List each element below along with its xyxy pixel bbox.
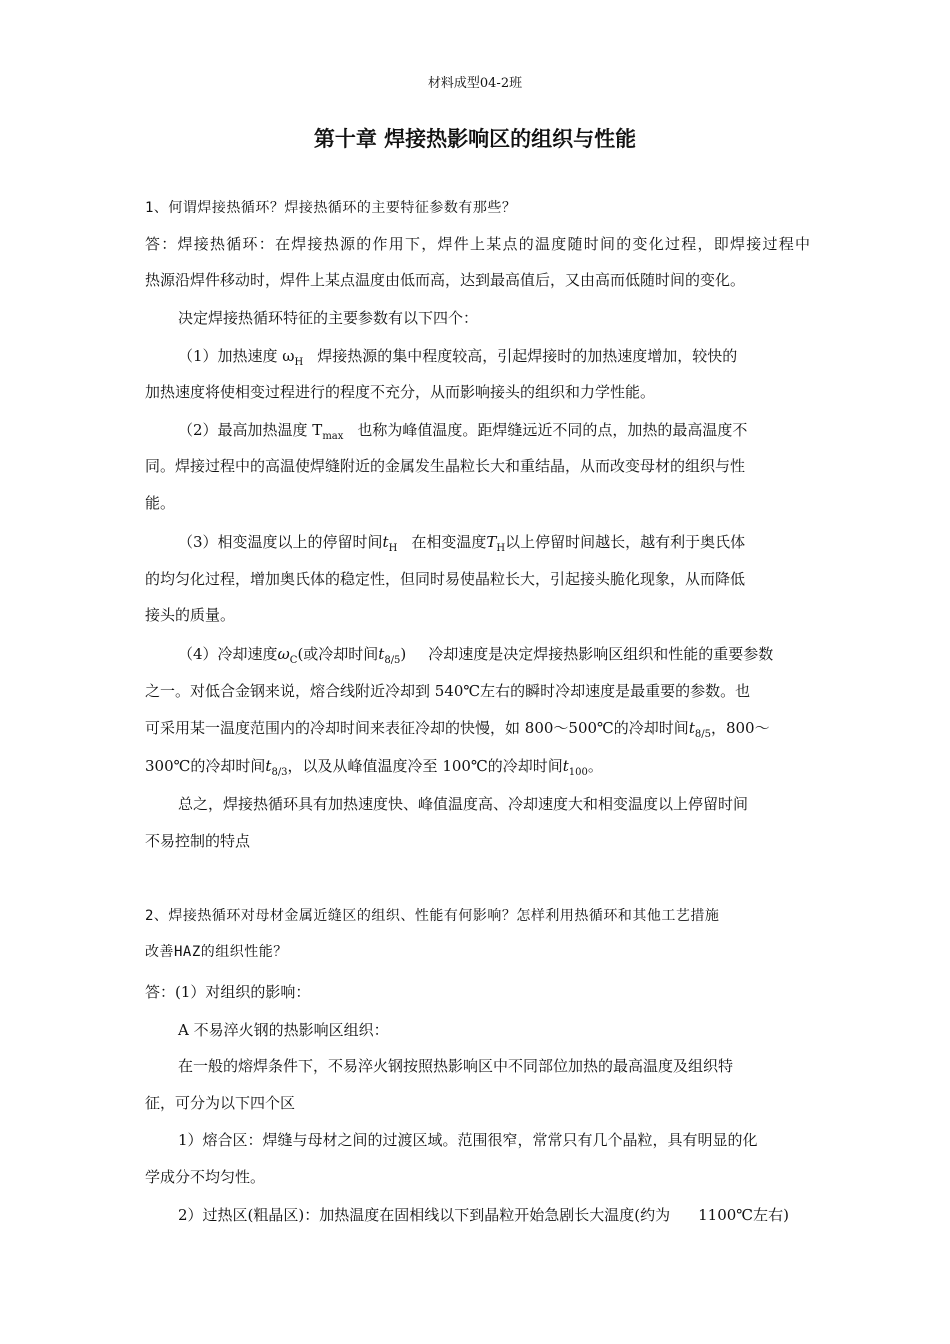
param-4-mid: (或冷却时间 [297, 645, 379, 663]
param-4-rest: 冷却速度是决定焊接热影响区组织和性能的重要参数 [428, 645, 774, 663]
answer-2-line-1: 答：(1）对组织的影响： [145, 983, 311, 1001]
question-1: 1、何谓焊接热循环？焊接热循环的主要特征参数有那些？ [145, 200, 517, 216]
param-3-t: t [382, 533, 389, 551]
param-4-sub2: 8/5 [384, 655, 401, 666]
answer-2-line-4: 征，可分为以下四个区 [145, 1094, 296, 1112]
answer-1-line-1: 答：焊接热循环：在焊接热源的作用下，焊件上某点的温度随时间的变化过程，即焊接过程中 [145, 235, 810, 253]
param-3-line-1 [178, 532, 810, 552]
param-4-line-1 [178, 644, 810, 664]
answer-2-line-7a: 2）过热区(粗晶区)：加热温度在固相线以下到晶粒开始急剧长大温度(约为 [178, 1206, 671, 1224]
param-1-rest: 焊接热源的集中程度较高，引起焊接时的加热速度增加，较快的 [317, 347, 738, 365]
param-3-label: （3）相变温度以上的停留时间 [178, 533, 383, 551]
params-intro: 决定焊接热循环特征的主要参数有以下四个： [178, 309, 479, 327]
param-4-line-4-sub2: 100 [568, 767, 588, 778]
param-3-rest: 以上停留时间越长，越有利于奥氏体 [505, 533, 746, 551]
param-4-line-3-sub: 8/5 [694, 729, 711, 740]
param-3-mid: 在相变温度 [411, 533, 487, 551]
param-2-sub: max [322, 431, 344, 442]
param-2-rest: 也称为峰值温度。距焊缝远近不同的点，加热的最高温度不 [357, 421, 748, 439]
param-4-line-4-t2: t [562, 757, 569, 775]
param-4-t: t [378, 645, 385, 663]
param-4-line-4-sub: 8/3 [271, 767, 288, 778]
param-4-label: （4）冷却速度 [178, 645, 278, 663]
param-4-line-3 [145, 718, 810, 738]
param-3-sub: H [388, 543, 398, 554]
summary-line-2: 不易控制的特点 [145, 832, 251, 850]
param-3-line-2: 的均匀化过程，增加奥氏体的稳定性，但同时易使晶粒长大，引起接头脆化现象，从而降低 [145, 570, 746, 588]
param-4-close: ) [400, 645, 407, 663]
param-4-line-4a: 300℃的冷却时间 [145, 757, 266, 775]
summary-line-1: 总之，焊接热循环具有加热速度快、峰值温度高、冷却速度大和相变温度以上停留时间 [178, 795, 749, 813]
param-2-line-2: 同。焊接过程中的高温使焊缝附近的金属发生晶粒长大和重结晶，从而改变母材的组织与性 [145, 457, 746, 475]
param-3-line-3: 接头的质量。 [145, 606, 236, 624]
answer-2-line-5: 1）熔合区：焊缝与母材之间的过渡区域。范围很窄，常常只有几个晶粒，具有明显的化 [178, 1131, 758, 1149]
param-3-T: T [486, 533, 497, 551]
param-4-line-4-t: t [265, 757, 272, 775]
param-4-omega: ω [277, 645, 290, 663]
answer-1-line-2: 热源沿焊件移动时，焊件上某点温度由低而高，达到最高值后，又由高而低随时间的变化。 [145, 271, 746, 289]
param-1-line-1 [178, 346, 810, 366]
param-1-line-2: 加热速度将使相变过程进行的程度不充分，从而影响接头的组织和力学性能。 [145, 383, 656, 401]
page-header: 材料成型04-2班 [427, 76, 523, 91]
question-2-line-1: 2、焊接热循环对母材金属近缝区的组织、性能有何影响？怎样利用热循环和其他工艺措施 [145, 908, 720, 924]
param-2-label: （2）最高加热温度 T [178, 421, 323, 439]
param-4-sub: C [289, 655, 298, 666]
param-3-sub2: H [496, 543, 506, 554]
answer-2-line-2: A 不易淬火钢的热影响区组织： [178, 1021, 389, 1039]
param-2-line-3: 能。 [145, 494, 176, 512]
param-1-sub: H [294, 357, 304, 368]
answer-2-line-3: 在一般的熔焊条件下，不易淬火钢按照热影响区中不同部位加热的最高温度及组织特 [178, 1057, 734, 1075]
param-4-line-4c: 。 [587, 757, 603, 775]
param-4-line-4b: ，以及从峰值温度冷至 100℃的冷却时间 [287, 757, 563, 775]
answer-2-line-7b: 1100℃左右) [698, 1206, 789, 1224]
answer-2-line-7 [178, 1205, 810, 1225]
answer-2-line-6: 学成分不均匀性。 [145, 1168, 266, 1186]
param-2-line-1 [178, 420, 810, 440]
param-4-line-4 [145, 756, 810, 776]
param-4-line-3a: 可采用某一温度范围内的冷却时间来表征冷却的快慢，如 800～500℃的冷却时间 [145, 719, 689, 737]
question-2-line-2: 改善HAZ的组织性能？ [145, 944, 288, 960]
param-1-label: （1）加热速度 ω [178, 347, 295, 365]
param-4-line-3b: ，800～ [710, 719, 770, 737]
param-4-line-2: 之一。对低合金钢来说，熔合线附近冷却到 540℃左右的瞬时冷却速度是最重要的参数。也 [145, 682, 751, 700]
chapter-title: 第十章 焊接热影响区的组织与性能 [313, 127, 637, 151]
param-4-line-3-t: t [688, 719, 695, 737]
